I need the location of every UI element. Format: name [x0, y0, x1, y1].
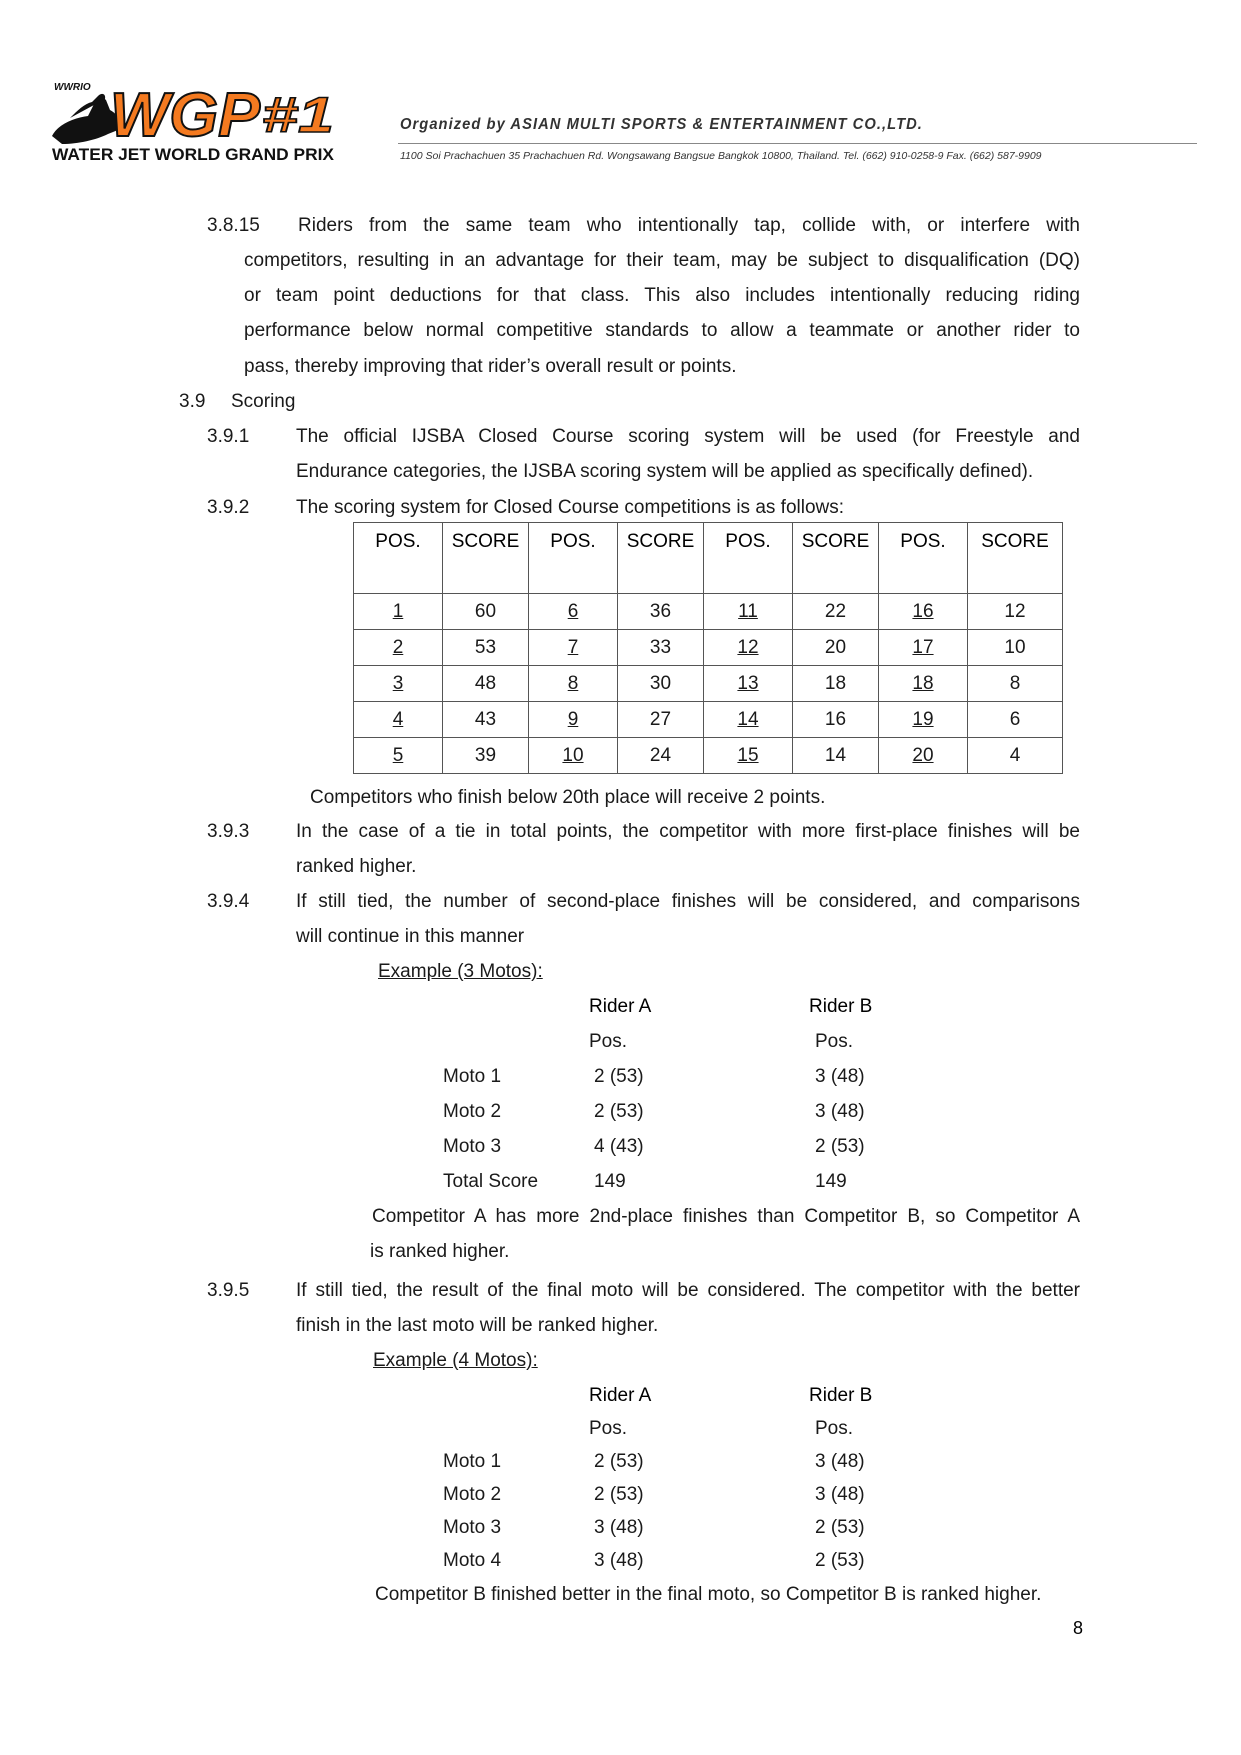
- position-cell: 1: [392, 600, 404, 622]
- wgp-logo: [48, 74, 338, 164]
- moto-label: Moto 4: [443, 1550, 502, 1571]
- table-row: [354, 702, 1063, 738]
- table-row: [354, 738, 1063, 774]
- rider-a-total: 149: [594, 1171, 626, 1192]
- section-number: 3.9.2: [207, 497, 250, 518]
- position-cell: 13: [737, 672, 759, 694]
- section-number: 3.8.15: [207, 215, 260, 236]
- page-number: 8: [1073, 1618, 1084, 1638]
- score-cell: 8: [968, 666, 1063, 702]
- scoring-table-header: [354, 523, 1063, 594]
- position-cell: 9: [567, 708, 579, 730]
- example-conclusion: Competitor A has more 2nd-place finishes than Competitor B, so Competitor A: [372, 1206, 1080, 1227]
- score-cell: 24: [618, 738, 704, 774]
- score-cell: 20: [793, 630, 879, 666]
- header-score: SCORE: [618, 523, 704, 594]
- header-pos: POS.: [529, 523, 618, 594]
- table-row: [354, 630, 1063, 666]
- rider-b-result: 2 (53): [815, 1136, 865, 1157]
- header-divider: [398, 143, 1197, 144]
- section-text-line: If still tied, the result of the final moto will be considered. The competitor with the better: [296, 1280, 1080, 1301]
- rider-a-result: 3 (48): [594, 1517, 644, 1538]
- rider-a-result: 2 (53): [594, 1066, 644, 1087]
- score-cell: 60: [443, 594, 529, 630]
- header-pos: POS.: [354, 523, 443, 594]
- header-score: SCORE: [443, 523, 529, 594]
- section-number: 3.9.3: [207, 821, 250, 842]
- table-row: [354, 666, 1063, 702]
- example-conclusion: is ranked higher.: [370, 1241, 510, 1262]
- position-cell: 3: [392, 672, 404, 694]
- example-conclusion: Competitor B finished better in the final moto, so Competitor B is ranked higher.: [375, 1584, 1042, 1605]
- rider-b-result: 3 (48): [815, 1101, 865, 1122]
- section-number: 3.9.5: [207, 1280, 250, 1301]
- section-text-line: In the case of a tie in total points, the competitor with more first-place finishes will be: [296, 821, 1080, 842]
- position-cell: 19: [912, 708, 934, 730]
- section-number: 3.9: [179, 391, 206, 412]
- pos-b-header: Pos.: [815, 1031, 854, 1052]
- position-cell: 5: [392, 744, 404, 766]
- logo-badge: WWRIO: [54, 82, 91, 93]
- pos-a-header: Pos.: [589, 1031, 628, 1052]
- rider-a-header: Rider A: [589, 1385, 652, 1406]
- total-score-label: Total Score: [443, 1171, 539, 1192]
- moto-label: Moto 3: [443, 1136, 502, 1157]
- score-cell: 6: [968, 702, 1063, 738]
- rider-a-result: 2 (53): [594, 1101, 644, 1122]
- rider-b-header: Rider B: [809, 996, 873, 1017]
- position-cell: 16: [912, 600, 934, 622]
- moto-label: Moto 1: [443, 1066, 502, 1087]
- position-cell: 10: [562, 744, 584, 766]
- section-text-line: The scoring system for Closed Course competitions is as follows:: [296, 497, 845, 518]
- section-text-line: finish in the last moto will be ranked higher.: [296, 1315, 659, 1336]
- position-cell: 2: [392, 636, 404, 658]
- position-cell: 6: [567, 600, 579, 622]
- rider-b-result: 3 (48): [815, 1451, 865, 1472]
- score-cell: 12: [968, 594, 1063, 630]
- rider-a-result: 3 (48): [594, 1550, 644, 1571]
- section-heading: Scoring: [231, 391, 296, 412]
- score-cell: 43: [443, 702, 529, 738]
- section-number: 3.9.1: [207, 426, 250, 447]
- section-text-line: performance below normal competitive standards to allow a teammate or another rider to: [244, 320, 1080, 341]
- moto-label: Moto 2: [443, 1484, 502, 1505]
- rider-b-header: Rider B: [809, 1385, 873, 1406]
- score-cell: 14: [793, 738, 879, 774]
- moto-label: Moto 3: [443, 1517, 502, 1538]
- score-cell: 33: [618, 630, 704, 666]
- score-cell: 18: [793, 666, 879, 702]
- rider-a-header: Rider A: [589, 996, 652, 1017]
- rider-b-result: 2 (53): [815, 1517, 865, 1538]
- section-text-line: will continue in this manner: [296, 926, 525, 947]
- organizer-title: Organized by ASIAN MULTI SPORTS & ENTERTAINMENT CO.,LTD.: [400, 116, 923, 133]
- score-cell: 27: [618, 702, 704, 738]
- rider-a-result: 2 (53): [594, 1484, 644, 1505]
- position-cell: 11: [738, 600, 758, 622]
- moto-label: Moto 2: [443, 1101, 502, 1122]
- position-cell: 18: [912, 672, 934, 694]
- position-cell: 15: [737, 744, 759, 766]
- score-cell: 53: [443, 630, 529, 666]
- header-pos: POS.: [879, 523, 968, 594]
- pos-b-header: Pos.: [815, 1418, 854, 1439]
- position-cell: 7: [567, 636, 579, 658]
- position-cell: 14: [737, 708, 759, 730]
- section-number: 3.9.4: [207, 891, 250, 912]
- rider-a-result: 2 (53): [594, 1451, 644, 1472]
- scoring-table: [353, 522, 1063, 774]
- example-title: Example (3 Motos):: [378, 961, 543, 982]
- logo-wordmark: WGP: [110, 81, 261, 150]
- rider-b-result: 3 (48): [815, 1484, 865, 1505]
- section-text-line: If still tied, the number of second-place finishes will be considered, and comparisons: [296, 891, 1080, 912]
- score-cell: 16: [793, 702, 879, 738]
- section-text-line: ranked higher.: [296, 856, 417, 877]
- score-cell: 10: [968, 630, 1063, 666]
- section-text-line: competitors, resulting in an advantage for their team, may be subject to disqualification (DQ): [244, 250, 1080, 271]
- example-title: Example (4 Motos):: [373, 1350, 538, 1371]
- rider-b-result: 2 (53): [815, 1550, 865, 1571]
- header-pos: POS.: [704, 523, 793, 594]
- section-text-line: pass, thereby improving that rider’s overall result or points.: [244, 356, 737, 377]
- score-cell: 30: [618, 666, 704, 702]
- score-cell: 39: [443, 738, 529, 774]
- section-text-line: or team point deductions for that class. This also includes intentionally reducing riding: [244, 285, 1080, 306]
- score-cell: 4: [968, 738, 1063, 774]
- section-text-line: Riders from the same team who intentionally tap, collide with, or interfere with: [298, 215, 1080, 236]
- position-cell: 4: [392, 708, 404, 730]
- table-row: [354, 594, 1063, 630]
- pos-a-header: Pos.: [589, 1418, 628, 1439]
- organizer-address: 1100 Soi Prachachuen 35 Prachachuen Rd. Wongsawang Bangsue Bangkok 10800, Thailand. Tel. (662) 910-0258-9 Fax. (662) 587-9909: [400, 150, 1042, 162]
- score-cell: 48: [443, 666, 529, 702]
- position-cell: 8: [567, 672, 579, 694]
- logo-tagline: WATER JET WORLD GRAND PRIX: [52, 146, 334, 164]
- rider-b-result: 3 (48): [815, 1066, 865, 1087]
- position-cell: 20: [912, 744, 934, 766]
- rider-a-result: 4 (43): [594, 1136, 644, 1157]
- header-score: SCORE: [793, 523, 879, 594]
- wgp-logo-graphic: [48, 74, 338, 164]
- rider-b-total: 149: [815, 1171, 847, 1192]
- section-text-line: The official IJSBA Closed Course scoring system will be used (for Freestyle and: [296, 426, 1080, 447]
- header-score: SCORE: [968, 523, 1063, 594]
- table-note: Competitors who finish below 20th place will receive 2 points.: [310, 787, 826, 808]
- logo-number: #1: [262, 87, 334, 143]
- score-cell: 22: [793, 594, 879, 630]
- score-cell: 36: [618, 594, 704, 630]
- moto-label: Moto 1: [443, 1451, 502, 1472]
- position-cell: 12: [737, 636, 759, 658]
- section-text-line: Endurance categories, the IJSBA scoring system will be applied as specifically defined).: [296, 461, 1034, 482]
- position-cell: 17: [912, 636, 934, 658]
